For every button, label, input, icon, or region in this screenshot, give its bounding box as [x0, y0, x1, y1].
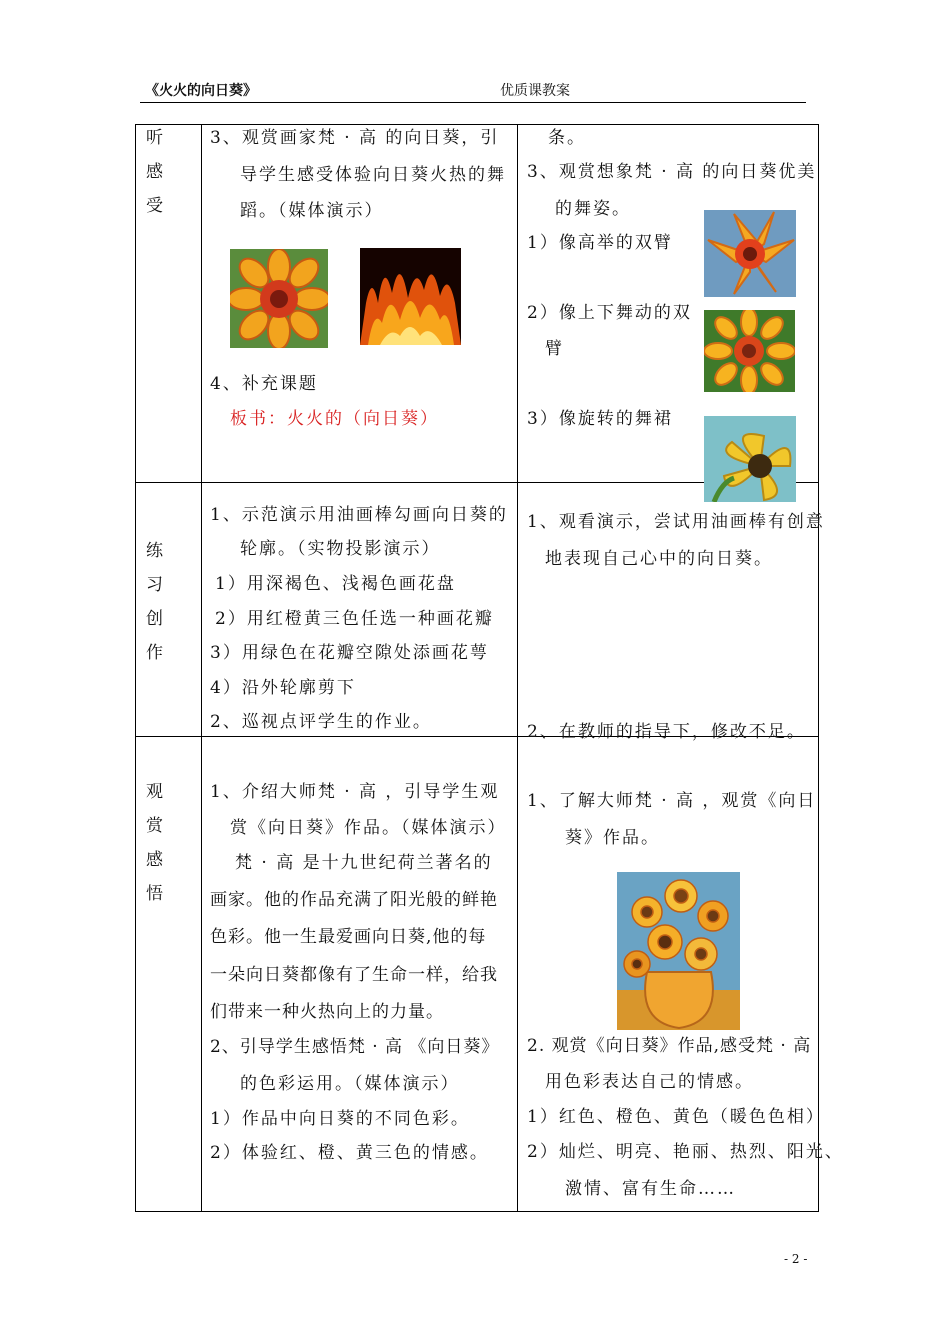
row-label-char: 听 — [146, 128, 163, 148]
blackboard-text: 板书：火火的（向日葵） — [230, 409, 439, 429]
flame-image — [360, 248, 461, 345]
student-text: 条。 — [548, 128, 586, 148]
teacher-text: 导学生感受体验向日葵火热的舞 — [240, 165, 506, 185]
teacher-text: 1）用深褐色、浅褐色画花盘 — [215, 574, 456, 594]
sunflower-painting-image — [230, 249, 328, 348]
row-label-char: 感 — [146, 162, 163, 182]
row-label-char: 悟 — [146, 884, 163, 904]
student-text: 3、观赏想象梵 · 高 的向日葵优美 — [527, 162, 817, 182]
teacher-text: 1、示范演示用油画棒勾画向日葵的 — [210, 505, 508, 525]
teacher-text: 们带来一种火热向上的力量。 — [210, 1002, 444, 1022]
column-divider — [201, 125, 202, 1211]
document-title: 《火火的向日葵》 — [145, 83, 257, 99]
teacher-text: 2、巡视点评学生的作业。 — [210, 712, 432, 732]
row-label-char: 作 — [146, 643, 163, 663]
teacher-text: 1、介绍大师梵 · 高 ，引导学生观 — [210, 782, 500, 802]
row-label-char: 观 — [146, 782, 163, 802]
sunflowers-vase-painting-image — [617, 872, 740, 1030]
teacher-text: 4、补充课题 — [210, 374, 318, 394]
row-label-char: 感 — [146, 850, 163, 870]
teacher-text: 2）用红橙黄三色任选一种画花瓣 — [215, 609, 494, 629]
student-text: 1）像高举的双臂 — [527, 233, 673, 253]
row-label-char: 赏 — [146, 816, 163, 836]
header-rule — [140, 102, 806, 103]
teacher-text: 2）体验红、橙、黄三色的情感。 — [210, 1143, 489, 1163]
teacher-text: 3）用绿色在花瓣空隙处添画花萼 — [210, 643, 489, 663]
teacher-text: 1）作品中向日葵的不同色彩。 — [210, 1109, 470, 1129]
teacher-text: 轮廓。（实物投影演示） — [240, 539, 441, 559]
column-divider — [517, 125, 518, 1211]
row-label-char: 习 — [146, 575, 163, 595]
teacher-text: 4）沿外轮廓剪下 — [210, 678, 356, 698]
teacher-text: 蹈。（媒体演示） — [240, 201, 384, 221]
student-text: 3）像旋转的舞裙 — [527, 409, 673, 429]
sunflower-dancing-arms-image — [704, 310, 795, 392]
student-text: 葵》作品。 — [565, 828, 660, 848]
student-text: 1、观看演示，尝试用油画棒有创意 — [527, 512, 825, 532]
student-text: 2）灿烂、明亮、艳丽、热烈、阳光、 — [527, 1142, 844, 1162]
student-text: 2. 观赏《向日葵》作品,感受梵 · 高 — [527, 1036, 812, 1056]
row-label-char: 受 — [146, 196, 163, 216]
student-text: 1）红色、橙色、黄色（暖色色相） — [527, 1107, 825, 1127]
teacher-text: 的色彩运用。（媒体演示） — [240, 1074, 460, 1094]
teacher-text: 2、引导学生感悟梵 · 高 《向日葵》 — [210, 1037, 500, 1057]
document-subtitle: 优质课教案 — [500, 83, 570, 99]
page-number: - 2 - — [784, 1252, 808, 1266]
sunflower-raised-arms-image — [704, 210, 796, 297]
student-text: 臂 — [545, 339, 564, 359]
student-text: 用色彩表达自己的情感。 — [545, 1072, 754, 1092]
teacher-text: 一朵向日葵都像有了生命一样，给我 — [210, 965, 498, 985]
teacher-text: 梵 · 高 是十九世纪荷兰著名的 — [235, 853, 493, 873]
teacher-text: 画家。他的作品充满了阳光般的鲜艳 — [210, 890, 498, 910]
student-text: 2）像上下舞动的双 — [527, 303, 692, 323]
teacher-text: 赏《向日葵》作品。（媒体演示） — [230, 818, 507, 838]
teacher-text: 3、观赏画家梵 · 高 的向日葵，引 — [210, 128, 500, 148]
sunflower-spinning-skirt-image — [704, 416, 796, 502]
student-text: 2、在教师的指导下，修改不足。 — [527, 722, 806, 742]
teacher-text: 色彩。他一生最爱画向日葵,他的每 — [210, 927, 487, 947]
row-label-char: 创 — [146, 609, 163, 629]
student-text: 激情、富有生命…… — [565, 1179, 736, 1199]
student-text: 的舞姿。 — [555, 199, 631, 219]
student-text: 地表现自己心中的向日葵。 — [545, 549, 773, 569]
row-label-char: 练 — [146, 541, 163, 561]
student-text: 1、了解大师梵 · 高 ，观赏《向日 — [527, 791, 817, 811]
